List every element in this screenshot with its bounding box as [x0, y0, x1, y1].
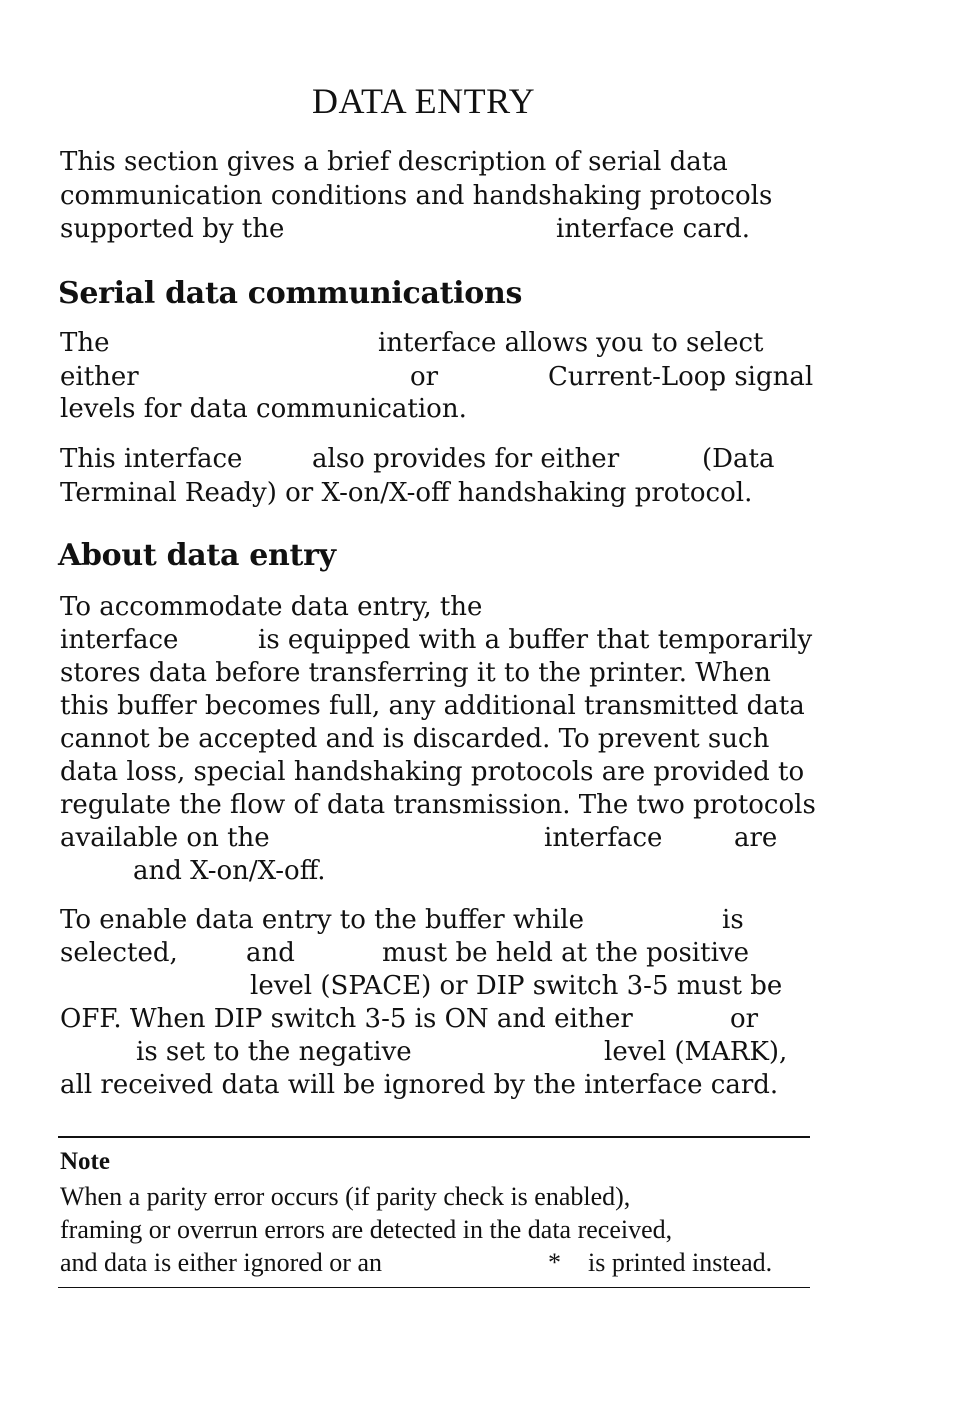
- text-fragment: selected,: [60, 938, 178, 968]
- note-heading: Note: [60, 1148, 110, 1175]
- about-p1-line-1: To accommodate data entry, the: [60, 592, 483, 622]
- text-fragment: interface: [544, 823, 663, 853]
- about-p1-line-2: [60, 624, 820, 657]
- text-fragment: must be held at the positive: [382, 938, 749, 968]
- text-fragment: The: [60, 328, 110, 358]
- text-fragment: or: [730, 1004, 759, 1034]
- asterisk-symbol: *: [548, 1248, 561, 1277]
- serial-p2-line-2: Terminal Ready) or X-on/X-off handshaking protocol.: [60, 478, 753, 508]
- intro-line-3: [60, 213, 820, 246]
- note-top-rule: [58, 1136, 810, 1138]
- text-fragment: Current-Loop signal: [548, 362, 814, 392]
- text-fragment: and data is either ignored or an: [60, 1248, 382, 1277]
- about-p2-line-4: [60, 1003, 820, 1036]
- text-fragment: interface allows you to select: [378, 328, 764, 358]
- text-fragment: OFF. When DIP switch 3-5 is ON and either: [60, 1004, 633, 1034]
- text-fragment: To enable data entry to the buffer while: [60, 905, 584, 935]
- text-fragment: also provides for either: [312, 444, 620, 474]
- about-p1-line-6: data loss, special handshaking protocols are provided to: [60, 757, 805, 787]
- text-fragment: either: [60, 362, 139, 392]
- text-fragment: is: [722, 905, 744, 935]
- about-p2-line-3: level (SPACE) or DIP switch 3-5 must be: [250, 971, 783, 1001]
- about-p2-line-1: [60, 904, 820, 937]
- text-fragment: is equipped with a buffer that temporarily: [258, 625, 813, 655]
- text-fragment: is printed instead.: [588, 1248, 773, 1277]
- text-fragment: interface: [60, 625, 179, 655]
- intro-line-2: communication conditions and handshaking protocols: [60, 181, 773, 211]
- note-line-2: framing or overrun errors are detected in the data received,: [60, 1215, 673, 1244]
- serial-p1-line-2: [60, 361, 820, 394]
- section-heading-serial: Serial data communications: [58, 276, 523, 311]
- about-p1-line-3: stores data before transferring it to the printer. When: [60, 658, 771, 688]
- about-p2-line-6: all received data will be ignored by the interface card.: [60, 1070, 779, 1100]
- about-p2-line-2: [60, 937, 820, 970]
- about-p1-line-4: this buffer becomes full, any additional transmitted data: [60, 691, 805, 721]
- serial-p1-line-3: levels for data communication.: [60, 394, 467, 424]
- intro-line-3-end: interface card.: [556, 214, 751, 244]
- serial-p1-line-1: [60, 327, 820, 360]
- text-fragment: or: [410, 362, 439, 392]
- note-bottom-rule: [58, 1287, 810, 1288]
- about-p1-line-7: regulate the flow of data transmission. The two protocols: [60, 790, 816, 820]
- text-fragment: (Data: [702, 444, 775, 474]
- text-fragment: This interface: [60, 444, 243, 474]
- serial-p2-line-1: [60, 443, 820, 476]
- note-line-3: [60, 1246, 820, 1279]
- text-fragment: level (MARK),: [604, 1037, 788, 1067]
- text-fragment: is set to the negative: [136, 1037, 412, 1067]
- intro-line-1: This section gives a brief description of serial data: [60, 147, 728, 177]
- page-title: DATA ENTRY: [312, 81, 536, 121]
- text-fragment: are: [734, 823, 778, 853]
- about-p1-line-9: and X-on/X-off.: [133, 856, 326, 886]
- note-line-1: When a parity error occurs (if parity check is enabled),: [60, 1182, 631, 1211]
- text-fragment: and: [246, 938, 295, 968]
- section-heading-about: About data entry: [58, 538, 336, 573]
- intro-line-3-start: supported by the: [60, 214, 285, 244]
- about-p1-line-5: cannot be accepted and is discarded. To prevent such: [60, 724, 770, 754]
- about-p1-line-8: [60, 822, 820, 855]
- text-fragment: available on the: [60, 823, 270, 853]
- about-p2-line-5: [60, 1036, 820, 1069]
